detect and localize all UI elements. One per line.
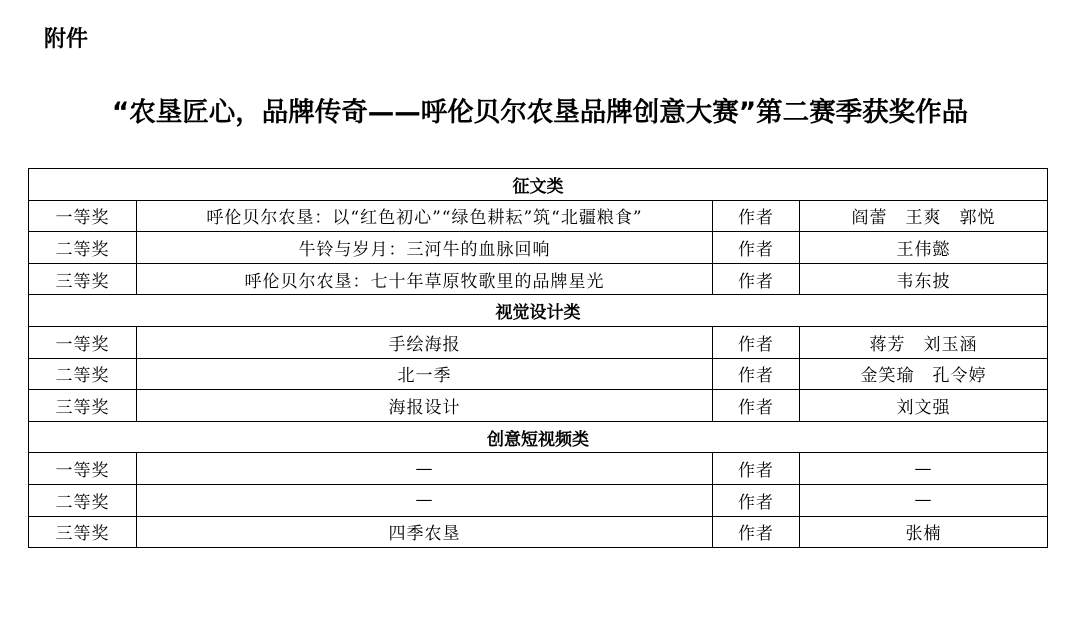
author-label: 作者 [713, 263, 800, 295]
author-names: — [800, 484, 1048, 516]
award-rank: 一等奖 [29, 200, 137, 232]
author-names: 蒋芳 刘玉涵 [800, 326, 1048, 358]
table-row [29, 326, 1048, 358]
author-label: 作者 [713, 453, 800, 485]
author-names: 王伟懿 [800, 232, 1048, 264]
table-row [29, 263, 1048, 295]
table-row [29, 516, 1048, 548]
author-label: 作者 [713, 326, 800, 358]
author-label: 作者 [713, 200, 800, 232]
award-rank: 三等奖 [29, 263, 137, 295]
table-row [29, 232, 1048, 264]
section-title: 创意短视频类 [29, 421, 1048, 453]
award-rank: 二等奖 [29, 484, 137, 516]
award-rank: 三等奖 [29, 516, 137, 548]
work-title: — [137, 484, 713, 516]
table-row [29, 453, 1048, 485]
work-title: 手绘海报 [137, 326, 713, 358]
table-row [29, 390, 1048, 422]
table-row [29, 358, 1048, 390]
award-rank: 一等奖 [29, 326, 137, 358]
author-names: 张楠 [800, 516, 1048, 548]
section-header-row [29, 169, 1048, 201]
author-label: 作者 [713, 390, 800, 422]
section-header-row [29, 421, 1048, 453]
author-label: 作者 [713, 516, 800, 548]
work-title: — [137, 453, 713, 485]
work-title: 北一季 [137, 358, 713, 390]
work-title: 海报设计 [137, 390, 713, 422]
author-names: 韦东披 [800, 263, 1048, 295]
section-title: 征文类 [29, 169, 1048, 201]
author-label: 作者 [713, 232, 800, 264]
award-rank: 一等奖 [29, 453, 137, 485]
author-label: 作者 [713, 484, 800, 516]
table-row [29, 484, 1048, 516]
award-rank: 二等奖 [29, 232, 137, 264]
work-title: 四季农垦 [137, 516, 713, 548]
author-names: 阎蕾 王爽 郭悦 [800, 200, 1048, 232]
work-title: 牛铃与岁月：三河牛的血脉回响 [137, 232, 713, 264]
section-header-row [29, 295, 1048, 327]
work-title: 呼伦贝尔农垦：以“红色初心”“绿色耕耘”筑“北疆粮食” [137, 200, 713, 232]
author-names: 刘文强 [800, 390, 1048, 422]
section-title: 视觉设计类 [29, 295, 1048, 327]
awards-table [28, 168, 1048, 548]
award-rank: 二等奖 [29, 358, 137, 390]
work-title: 呼伦贝尔农垦：七十年草原牧歌里的品牌星光 [137, 263, 713, 295]
author-label: 作者 [713, 358, 800, 390]
author-names: — [800, 453, 1048, 485]
author-names: 金笑瑜 孔令婷 [800, 358, 1048, 390]
attachment-label: 附件 [44, 27, 89, 52]
award-rank: 三等奖 [29, 390, 137, 422]
document-title: “农垦匠心，品牌传奇——呼伦贝尔农垦品牌创意大赛”第二赛季获奖作品 [111, 97, 969, 128]
table-row [29, 200, 1048, 232]
